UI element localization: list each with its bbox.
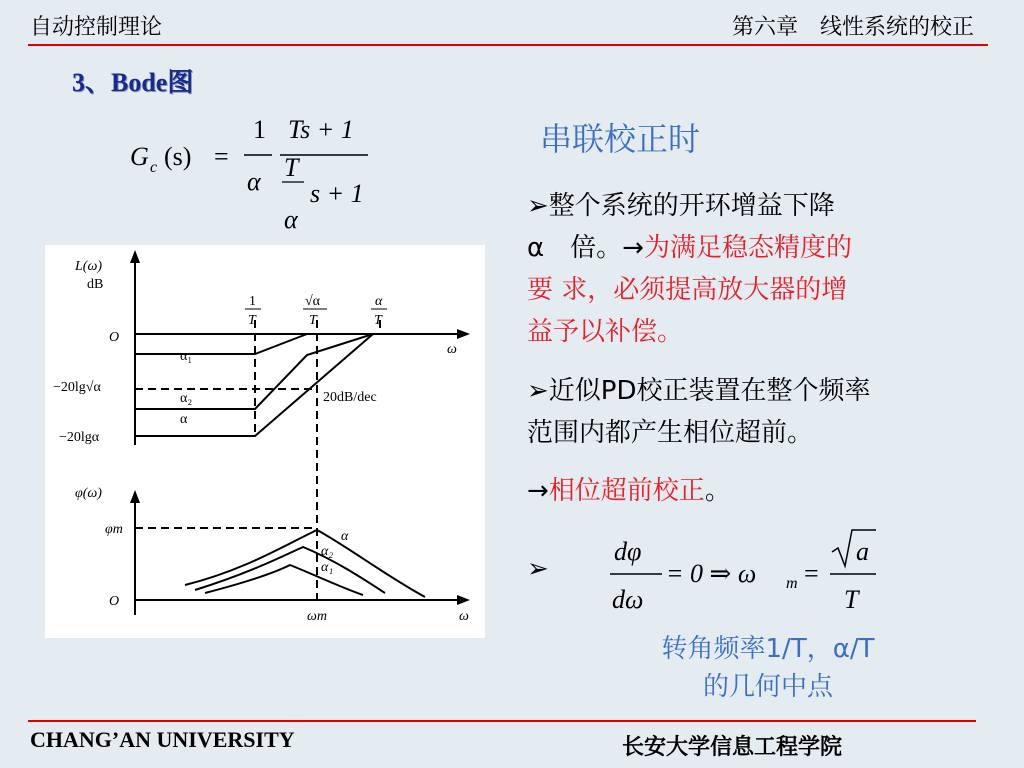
p3-arrow: → [527, 476, 549, 506]
f-mid: = 0 ⇒ ω [666, 559, 757, 588]
header-divider [28, 44, 988, 46]
f-eq2: = [804, 559, 819, 588]
frac2-den-T: T [284, 153, 299, 182]
paragraph-gain [527, 185, 967, 353]
tick-1-T-den: T [248, 313, 256, 328]
mag-unit: dB [87, 277, 104, 292]
slope-label: 20dB/dec [323, 390, 377, 405]
section-title: 3、Bode图 [72, 68, 194, 97]
footer-divider [28, 720, 976, 722]
f-dphi: dφ [614, 537, 642, 566]
p1-red-a: 为满足稳态精度的 [643, 233, 852, 263]
phase-alpha: α [341, 529, 349, 544]
phase-origin: O [109, 594, 120, 609]
tick-sqa-T-den: T [309, 313, 317, 328]
chapter-title: 第六章 线性系统的校正 [731, 15, 974, 40]
phi-m-label: φm [105, 522, 123, 537]
p1-line2: α 倍。 [527, 233, 623, 263]
frac2-num: Ts + 1 [288, 115, 354, 144]
note-corner-freq [628, 630, 908, 706]
y-low-label: −20lgα [59, 430, 100, 445]
omega-m-formula [600, 522, 900, 622]
tick-1-T-num: 1 [249, 294, 256, 309]
lab-alpha1: α₁ [180, 349, 193, 364]
paragraph-lead [527, 470, 731, 512]
note-line1: 转角频率1/T，α/T [661, 634, 875, 664]
bode-plot-svg [45, 245, 485, 638]
note-line2: 的几何中点 [702, 672, 833, 702]
tick-sqa-T-num: √α [305, 294, 321, 309]
p3-end: 。 [704, 476, 731, 506]
p1-line2-wrap [527, 227, 967, 269]
formula-eq: = [214, 142, 229, 171]
phase-omega: ω [459, 609, 469, 624]
frac2-den-rest: s + 1 [310, 179, 364, 208]
tick-a-T-num: α [375, 294, 383, 309]
lab-alpha: α [180, 412, 188, 427]
p2-line1: ➢近似PD校正装置在整个频率 [527, 376, 871, 406]
omega-m-label: ωm [307, 609, 327, 624]
right-subtitle: 串联校正时 [540, 120, 701, 158]
footer-university: CHANG’AN UNIVERSITY [30, 727, 295, 752]
p2-line2: 范围内都产生相位超前。 [527, 418, 814, 448]
phase-ylabel: φ(ω) [75, 486, 102, 501]
f-domega: dω [612, 585, 644, 614]
phase-alpha1: α₁ [321, 560, 334, 575]
f-T: T [844, 585, 859, 614]
p1-red-c: 益予以补偿。 [527, 317, 684, 347]
p1-arrow: → [622, 233, 644, 263]
frac2-den-alpha: α [284, 205, 298, 234]
formula-lhs-sub: c [150, 159, 158, 176]
lab-alpha2: α₂ [180, 391, 193, 406]
p4-bullet: ➢ [527, 554, 549, 584]
frac1-den: α [247, 167, 261, 196]
mag-ylabel: L(ω) [75, 259, 102, 274]
paragraph-pd [527, 370, 967, 454]
p1-line1: ➢整个系统的开环增益下降 [527, 191, 835, 221]
p1-red-b: 要 求，必须提高放大器的增 [527, 275, 848, 305]
mag-origin: O [109, 330, 120, 345]
tick-a-T-den: T [374, 313, 382, 328]
f-sqrt-a: a [856, 537, 869, 566]
footer-college: 长安大学信息工程学院 [622, 735, 843, 760]
transfer-function-formula [120, 110, 390, 240]
frac1-num: 1 [253, 115, 266, 144]
bode-figure [45, 245, 485, 638]
y-mid-label: −20lg√α [53, 380, 101, 395]
mag-omega: ω [447, 342, 457, 357]
p3-red: 相位超前校正 [548, 476, 705, 506]
formula-lhs: G [130, 142, 149, 171]
phase-alpha2: α₂ [321, 544, 334, 559]
f-sub: m [786, 575, 798, 592]
formula-lhs-arg: (s) [164, 142, 192, 171]
course-title: 自动控制理论 [30, 15, 163, 40]
